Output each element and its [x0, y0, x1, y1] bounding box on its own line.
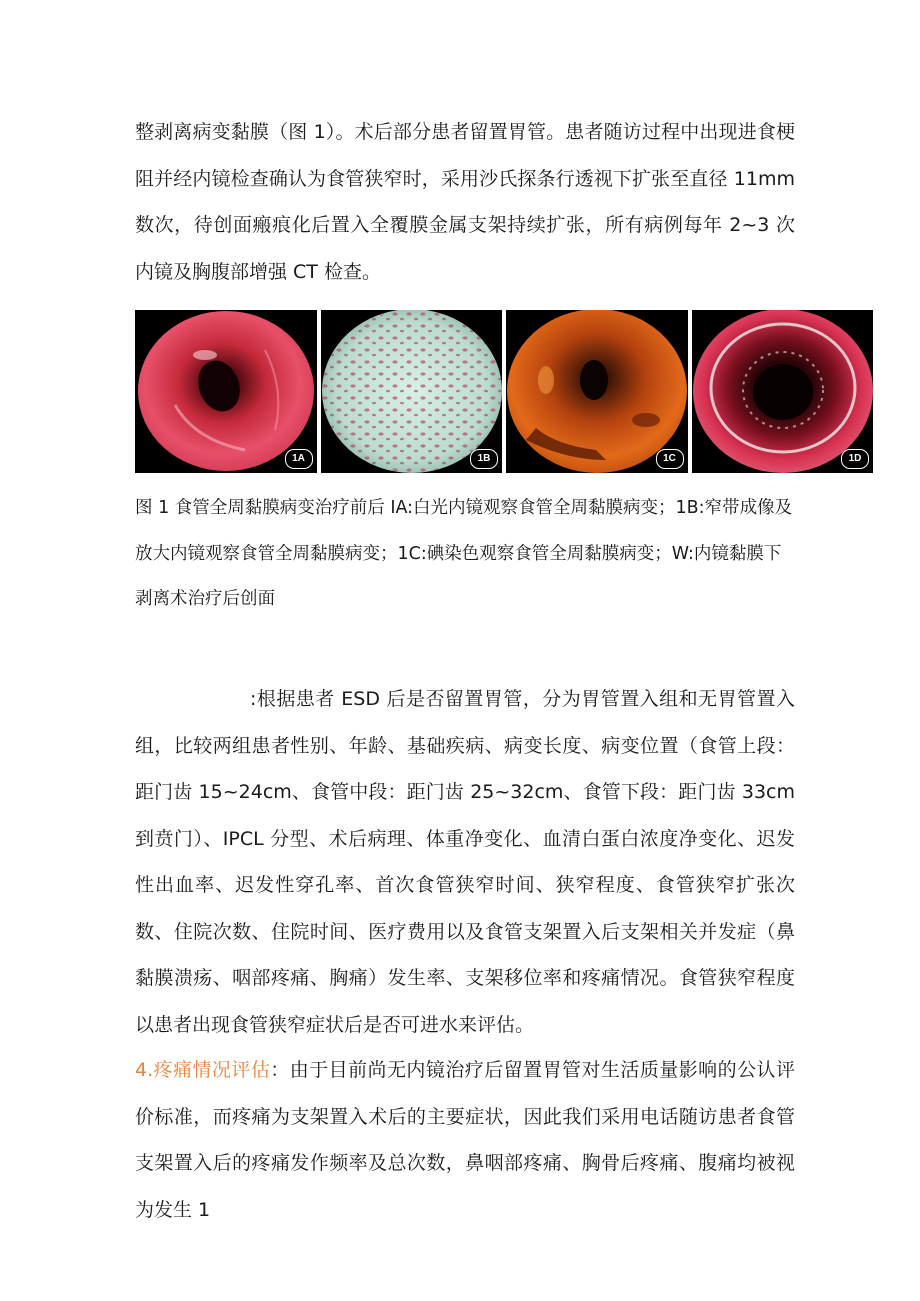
section-pain-assessment-text: ：由于目前尚无内镜治疗后留置胃管对生活质量影响的公认评价标准，而疼痛为支架置入术后的主要症状，因此我们采用电话随访患者食管支架置入后的疼痛发作频率及总次数，鼻咽部疼痛、胸骨后疼痛、腹痛均被视为发生 1 — [135, 1059, 795, 1221]
figure-1-images — [135, 310, 873, 473]
figure-1-caption: 图 1 食管全周黏膜病变治疗前后 IA:白光内镜观察食管全周黏膜病变；1B:窄带成像及放大内镜观察食管全周黏膜病变；1C:碘染色观察食管全周黏膜病变；W:内镜黏膜下剥离术治疗后创面 — [135, 498, 793, 609]
endoscopy-image-1c — [506, 310, 688, 473]
paragraph-observation-indicators — [135, 676, 795, 1048]
panel-label-1a: 1A — [285, 449, 313, 469]
paragraph-methods-intro: 整剥离病变黏膜（图 1）。术后部分患者留置胃管。患者随访过程中出现进食梗阻并经内镜检查确认为食管狭窄时，采用沙氏探条行透视下扩张至直径 11mm 数次，待创面瘢痕化后置入全覆膜金属支架持续扩张，所有病例每年 2~3 次内镜及胸腹部增强 CT 检查。 — [135, 121, 795, 283]
panel-label-1c: 1C — [656, 449, 684, 469]
endoscopy-image-1d — [692, 310, 874, 473]
panel-label-1d: 1D — [841, 449, 869, 469]
panel-label-1b: 1B — [470, 449, 498, 469]
paragraph-observation-text: :根据患者 ESD 后是否留置胃管，分为胃管置入组和无胃管置入组，比较两组患者性别、年龄、基础疾病、病变长度、病变位置（食管上段：距门齿 15~24cm、食管中段：距门齿 25~32cm、食管下段：距门齿 33cm 到贲门）、IPCL 分型、术后病理、体重净变化、血清白蛋白浓度净变化、迟发性出血率、迟发性穿孔率、首次食管狭窄时间、狭窄程度、食管狭窄扩张次数、住院次数、住院时间、医疗费用以及食管支架置入后支架相关并发症（鼻黏膜溃疡、咽部疼痛、胸痛）发生率、支架移位率和疼痛情况。食管狭窄程度以患者出现食管狭窄症状后是否可进水来评估。 — [135, 688, 795, 1036]
section-heading-pain-assessment: 4.疼痛情况评估 — [135, 1059, 271, 1081]
endoscopy-image-1a — [135, 310, 317, 473]
section-pain-assessment — [135, 1047, 795, 1233]
endoscopy-image-1b — [321, 310, 503, 473]
